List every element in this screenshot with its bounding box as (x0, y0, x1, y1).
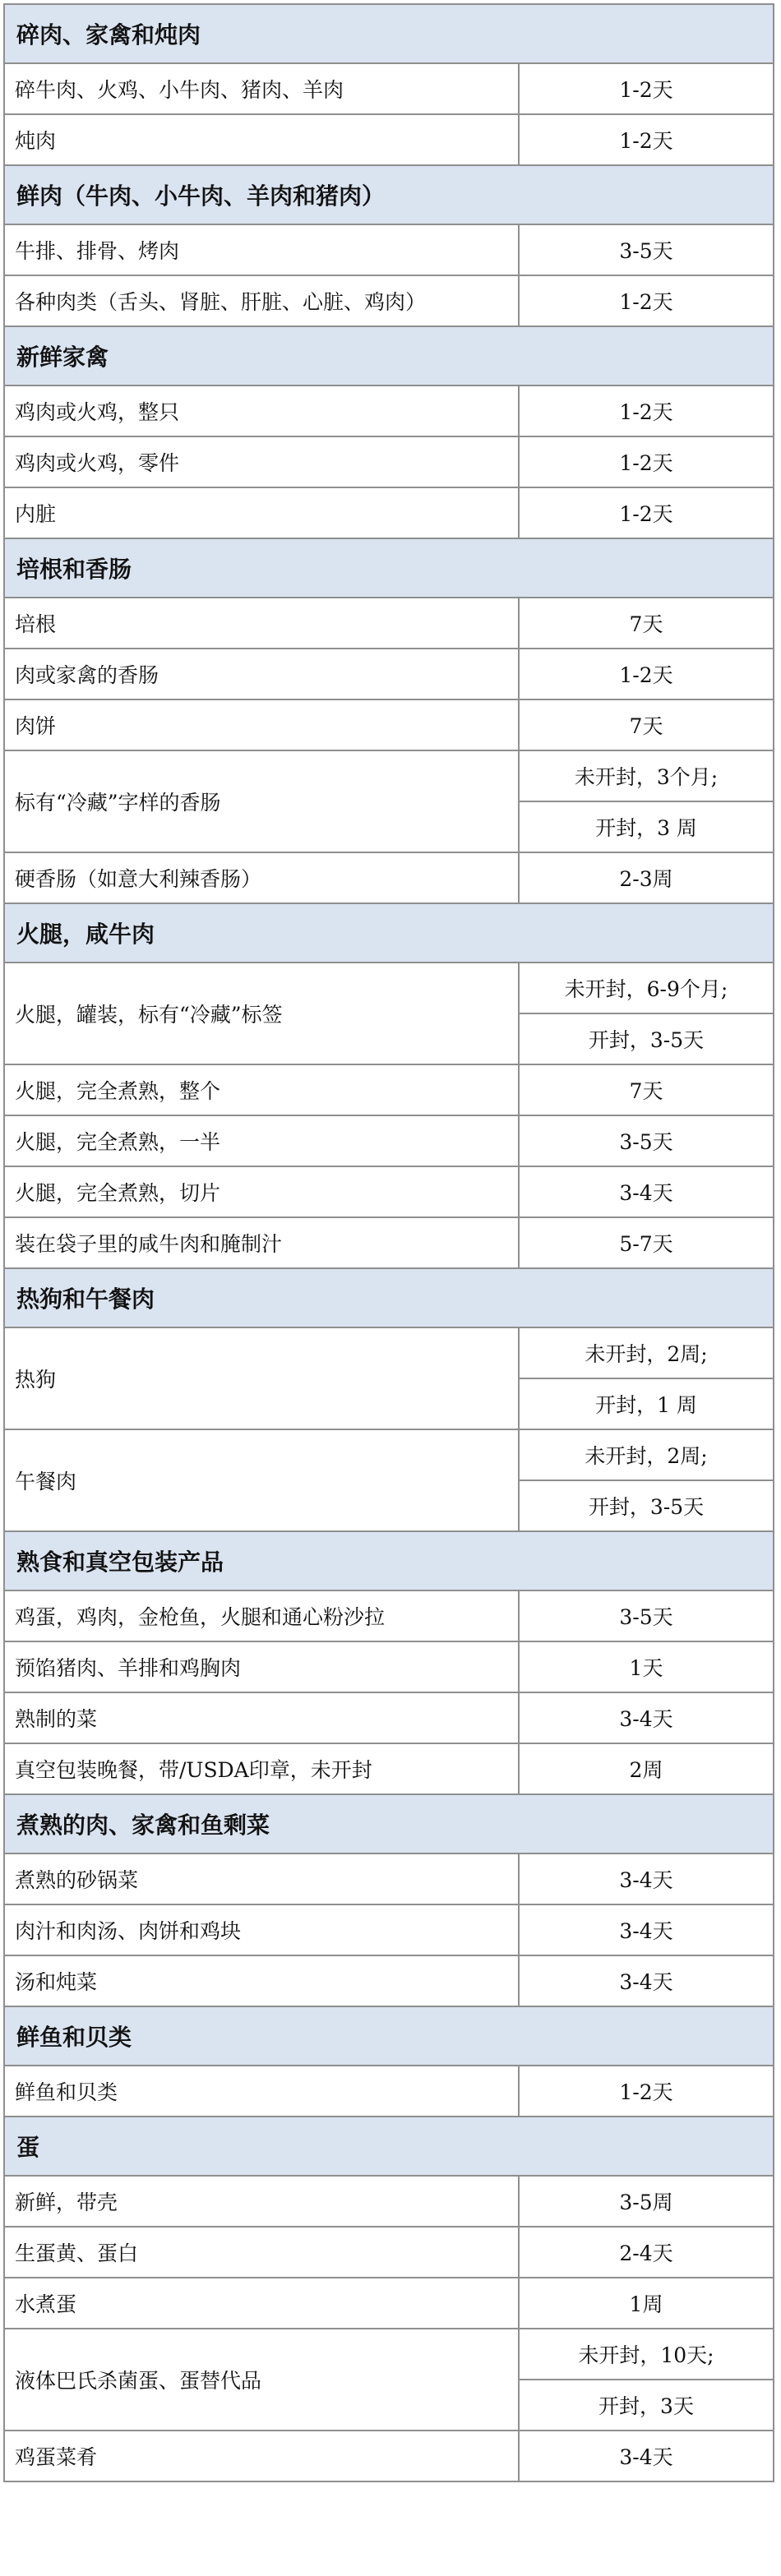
food-item-cell: 肉汁和肉汤、肉饼和鸡块 (4, 1904, 519, 1955)
category-title: 热狗和午餐肉 (4, 1268, 774, 1327)
storage-time-cell: 3-5周 (519, 2176, 774, 2227)
table-row (4, 1955, 774, 2006)
food-item-cell: 装在袋子里的咸牛肉和腌制汁 (4, 1217, 519, 1268)
food-item-cell: 鲜鱼和贝类 (4, 2066, 519, 2117)
table-row (4, 1115, 774, 1166)
storage-time-cell: 3-4天 (519, 1166, 774, 1217)
food-item-cell: 鸡蛋菜肴 (4, 2431, 519, 2481)
food-item-cell: 火腿，完全煮熟，整个 (4, 1064, 519, 1115)
category-title: 熟食和真空包装产品 (4, 1531, 774, 1590)
storage-time-cell: 3-4天 (519, 1854, 774, 1904)
category-header-row (4, 903, 774, 963)
food-item-cell: 火腿，罐装，标有“冷藏”标签 (4, 963, 519, 1064)
storage-time-cell: 2-4天 (519, 2227, 774, 2278)
food-item-cell: 标有“冷藏”字样的香肠 (4, 750, 519, 852)
category-title: 鲜肉（牛肉、小牛肉、羊肉和猪肉） (4, 165, 774, 224)
storage-time-table (3, 3, 774, 2482)
table-row (4, 1692, 774, 1743)
storage-time-cell: 1-2天 (519, 487, 774, 538)
table-row (4, 750, 774, 801)
storage-time-cell: 2周 (519, 1743, 774, 1794)
storage-time-cell: 1-2天 (519, 2066, 774, 2117)
table-row (4, 1904, 774, 1955)
category-title: 蛋 (4, 2117, 774, 2176)
table-row (4, 63, 774, 114)
storage-time-cell: 2-3周 (519, 852, 774, 903)
food-item-cell: 火腿，完全煮熟，一半 (4, 1115, 519, 1166)
food-item-cell: 肉饼 (4, 699, 519, 750)
table-row (4, 699, 774, 750)
table-row (4, 1590, 774, 1641)
food-item-cell: 生蛋黄、蛋白 (4, 2227, 519, 2278)
table-row (4, 2227, 774, 2278)
food-item-cell: 培根 (4, 598, 519, 649)
category-title: 碎肉、家禽和炖肉 (4, 4, 774, 63)
table-row (4, 114, 774, 165)
category-header-row (4, 1794, 774, 1854)
category-header-row (4, 165, 774, 224)
storage-time-cell: 未开封，10天; (519, 2329, 774, 2380)
table-row (4, 1217, 774, 1268)
storage-time-cell: 3-5天 (519, 1590, 774, 1641)
storage-time-cell: 1-2天 (519, 63, 774, 114)
storage-time-cell: 3-4天 (519, 1904, 774, 1955)
table-row (4, 963, 774, 1013)
storage-time-cell: 1-2天 (519, 436, 774, 487)
storage-time-cell: 1周 (519, 2278, 774, 2329)
table-row (4, 1641, 774, 1692)
food-item-cell: 鸡肉或火鸡，零件 (4, 436, 519, 487)
category-header-row (4, 538, 774, 598)
storage-time-cell: 7天 (519, 699, 774, 750)
table-row (4, 649, 774, 699)
category-title: 培根和香肠 (4, 538, 774, 598)
food-item-cell: 碎牛肉、火鸡、小牛肉、猪肉、羊肉 (4, 63, 519, 114)
table-row (4, 2278, 774, 2329)
food-item-cell: 液体巴氏杀菌蛋、蛋替代品 (4, 2329, 519, 2431)
food-item-cell: 各种肉类（舌头、肾脏、肝脏、心脏、鸡肉） (4, 275, 519, 326)
storage-time-cell: 3-4天 (519, 1692, 774, 1743)
category-header-row (4, 4, 774, 63)
storage-time-cell: 开封，3 周 (519, 801, 774, 852)
table-row (4, 487, 774, 538)
storage-time-cell: 开封，3天 (519, 2380, 774, 2431)
category-header-row (4, 1268, 774, 1327)
storage-time-cell: 3-5天 (519, 224, 774, 275)
storage-time-cell: 未开封，6-9个月; (519, 963, 774, 1013)
food-item-cell: 热狗 (4, 1327, 519, 1429)
food-item-cell: 预馅猪肉、羊排和鸡胸肉 (4, 1641, 519, 1692)
food-item-cell: 火腿，完全煮熟，切片 (4, 1166, 519, 1217)
storage-time-cell: 3-4天 (519, 2431, 774, 2481)
storage-time-cell: 5-7天 (519, 1217, 774, 1268)
food-item-cell: 新鲜，带壳 (4, 2176, 519, 2227)
table-row (4, 436, 774, 487)
category-header-row (4, 326, 774, 385)
table-row (4, 1854, 774, 1904)
storage-time-cell: 7天 (519, 598, 774, 649)
table-row (4, 1743, 774, 1794)
table-row (4, 852, 774, 903)
storage-time-cell: 开封，3-5天 (519, 1480, 774, 1531)
category-title: 煮熟的肉、家禽和鱼剩菜 (4, 1794, 774, 1854)
storage-time-cell: 3-5天 (519, 1115, 774, 1166)
storage-time-cell: 3-4天 (519, 1955, 774, 2006)
food-item-cell: 肉或家禽的香肠 (4, 649, 519, 699)
food-item-cell: 内脏 (4, 487, 519, 538)
category-header-row (4, 2006, 774, 2066)
food-item-cell: 硬香肠（如意大利辣香肠） (4, 852, 519, 903)
table-row (4, 598, 774, 649)
food-item-cell: 熟制的菜 (4, 1692, 519, 1743)
storage-time-cell: 7天 (519, 1064, 774, 1115)
food-item-cell: 鸡蛋，鸡肉，金枪鱼，火腿和通心粉沙拉 (4, 1590, 519, 1641)
storage-time-cell: 1-2天 (519, 649, 774, 699)
storage-time-cell: 1-2天 (519, 385, 774, 436)
storage-time-cell: 1-2天 (519, 275, 774, 326)
storage-time-cell: 开封，3-5天 (519, 1013, 774, 1064)
food-item-cell: 水煮蛋 (4, 2278, 519, 2329)
table-row (4, 2431, 774, 2481)
table-body (4, 4, 774, 2481)
table-row (4, 275, 774, 326)
category-title: 新鲜家禽 (4, 326, 774, 385)
food-item-cell: 煮熟的砂锅菜 (4, 1854, 519, 1904)
food-item-cell: 鸡肉或火鸡，整只 (4, 385, 519, 436)
storage-time-cell: 未开封，2周; (519, 1327, 774, 1378)
storage-time-cell: 1天 (519, 1641, 774, 1692)
table-row (4, 2066, 774, 2117)
category-header-row (4, 1531, 774, 1590)
food-item-cell: 真空包装晚餐，带/USDA印章，未开封 (4, 1743, 519, 1794)
table-row (4, 1327, 774, 1378)
table-row (4, 2176, 774, 2227)
storage-time-cell: 1-2天 (519, 114, 774, 165)
table-row (4, 1166, 774, 1217)
storage-time-cell: 未开封，3个月; (519, 750, 774, 801)
category-title: 火腿，咸牛肉 (4, 903, 774, 963)
table-row (4, 1064, 774, 1115)
table-row (4, 1429, 774, 1480)
food-item-cell: 汤和炖菜 (4, 1955, 519, 2006)
storage-time-cell: 未开封，2周; (519, 1429, 774, 1480)
food-item-cell: 炖肉 (4, 114, 519, 165)
storage-time-cell: 开封，1 周 (519, 1378, 774, 1429)
food-item-cell: 牛排、排骨、烤肉 (4, 224, 519, 275)
table-row (4, 2329, 774, 2380)
table-row (4, 385, 774, 436)
category-header-row (4, 2117, 774, 2176)
category-title: 鲜鱼和贝类 (4, 2006, 774, 2066)
food-item-cell: 午餐肉 (4, 1429, 519, 1531)
table-row (4, 224, 774, 275)
